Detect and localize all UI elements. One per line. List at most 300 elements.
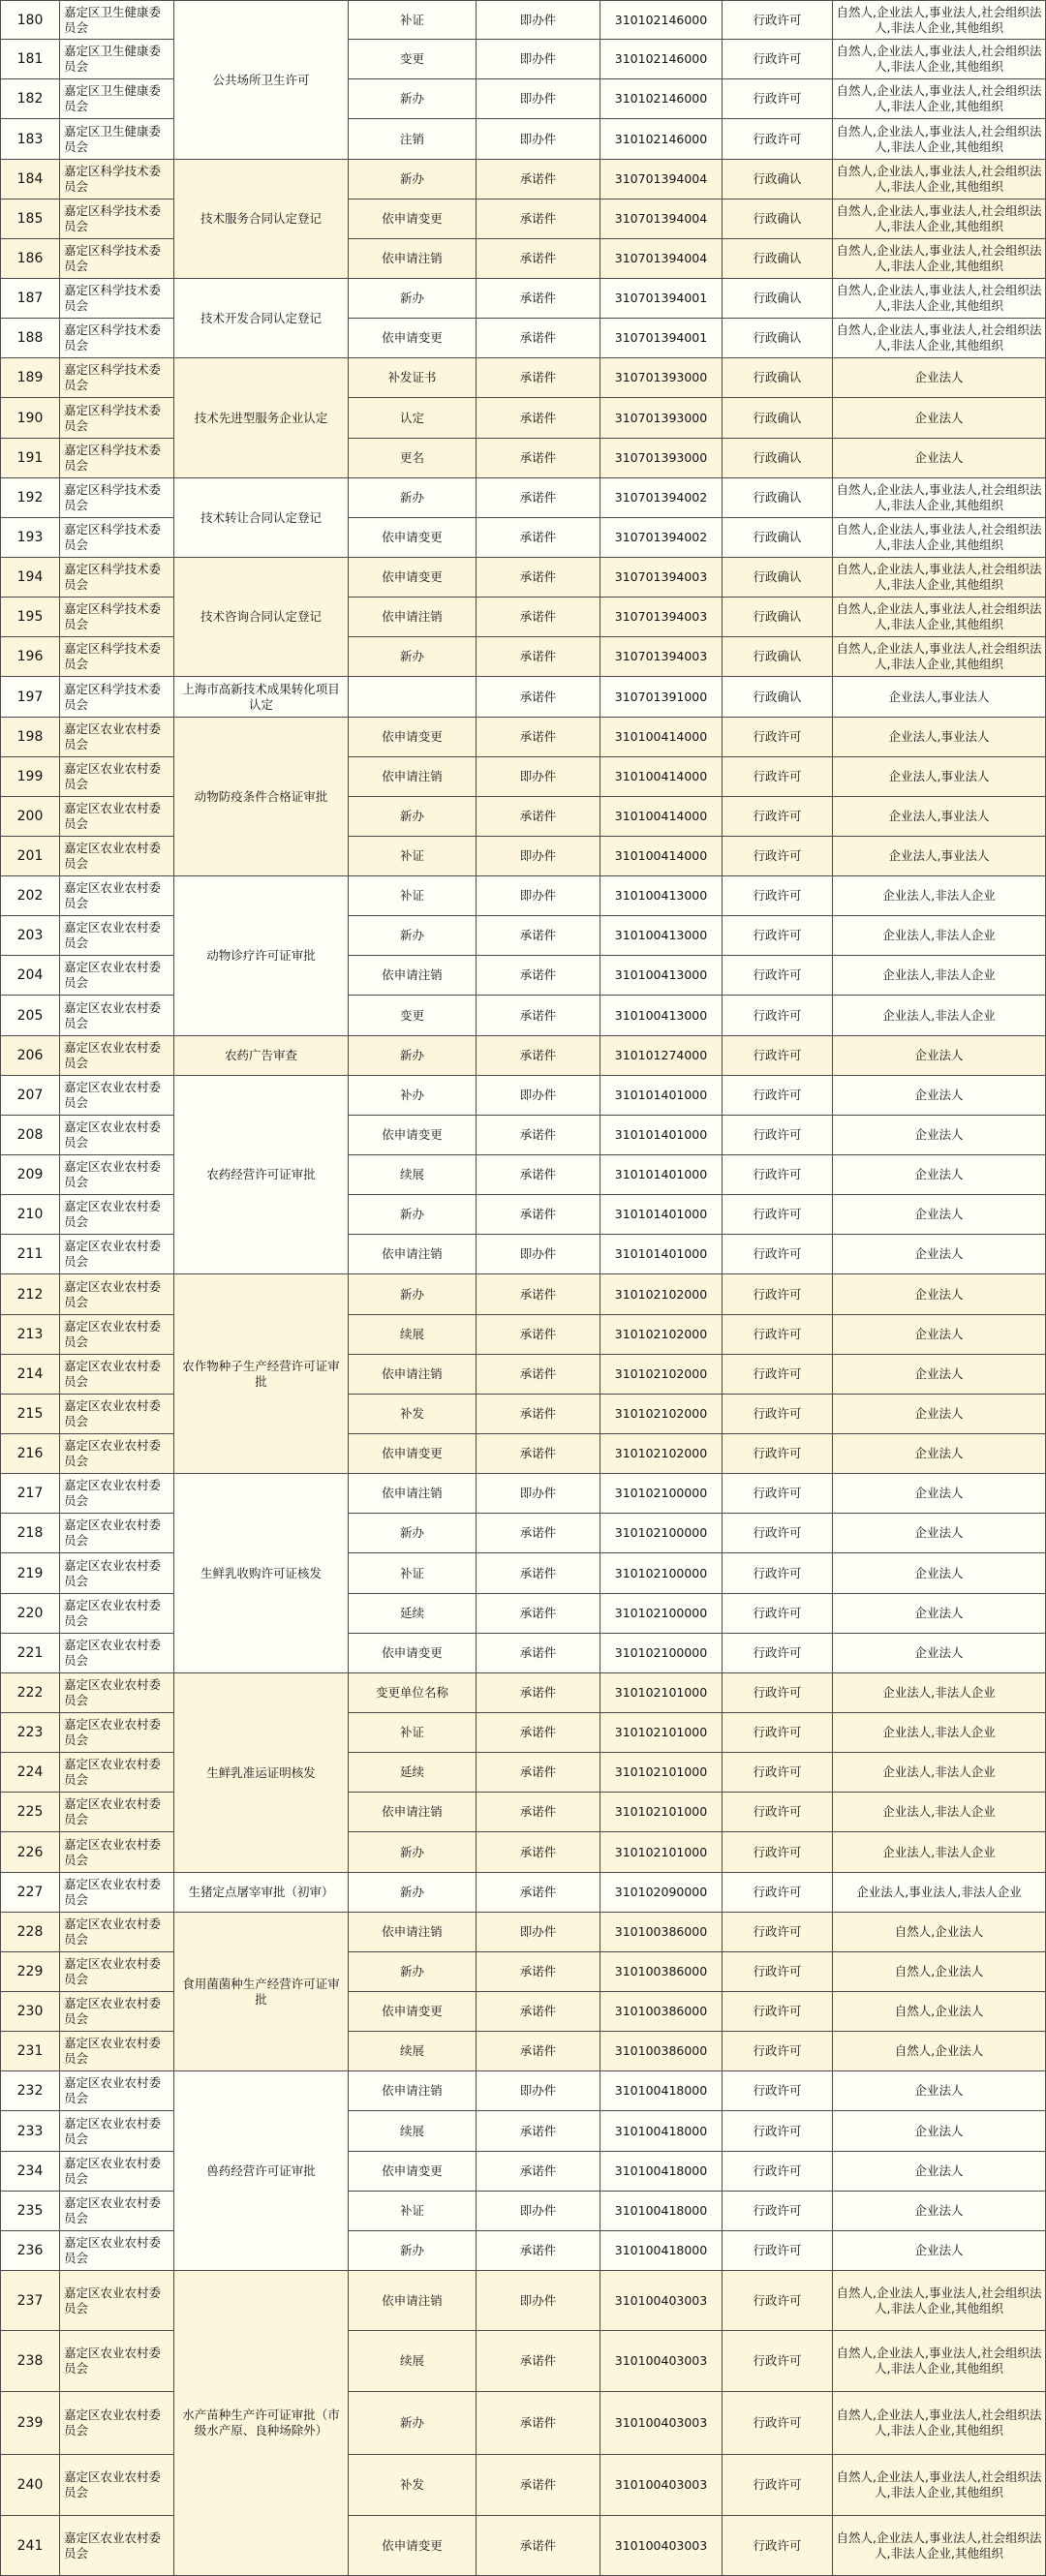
item-category-cell: 行政许可 <box>723 1634 833 1673</box>
applicant-type-cell: 自然人,企业法人 <box>833 1952 1046 1992</box>
handling-type-cell: 依申请注销 <box>349 757 477 797</box>
item-code-cell: 310101401000 <box>600 1195 723 1235</box>
item-code-cell: 310701394002 <box>600 478 723 518</box>
department-cell: 嘉定区农业农村委员会 <box>60 1753 174 1793</box>
applicant-type-cell: 企业法人,事业法人 <box>833 757 1046 797</box>
applicant-type-cell: 企业法人 <box>833 1155 1046 1195</box>
handling-type-cell: 更名 <box>349 439 477 478</box>
department-cell: 嘉定区科学技术委员会 <box>60 279 174 319</box>
handling-type-cell: 依申请注销 <box>349 956 477 996</box>
row-number: 210 <box>0 1195 60 1235</box>
applicant-type-cell: 企业法人,事业法人 <box>833 837 1046 876</box>
item-code-cell: 310102146000 <box>600 40 723 79</box>
applicant-type-cell: 企业法人 <box>833 2071 1046 2111</box>
handling-type-cell: 变更单位名称 <box>349 1673 477 1713</box>
item-code-cell: 310102101000 <box>600 1793 723 1832</box>
promise-type-cell: 即办件 <box>477 757 600 797</box>
promise-type-cell: 承诺件 <box>477 1315 600 1355</box>
row-number: 219 <box>0 1553 60 1594</box>
applicant-type-cell: 企业法人,事业法人 <box>833 677 1046 718</box>
row-number: 186 <box>0 239 60 279</box>
item-category-cell: 行政许可 <box>723 1553 833 1594</box>
row-number: 198 <box>0 718 60 757</box>
department-cell: 嘉定区农业农村委员会 <box>60 1992 174 2032</box>
promise-type-cell: 承诺件 <box>477 1873 600 1913</box>
department-cell: 嘉定区农业农村委员会 <box>60 837 174 876</box>
applicant-type-cell: 自然人,企业法人,事业法人,社会组织法人,非法人企业,其他组织 <box>833 598 1046 637</box>
promise-type-cell: 承诺件 <box>477 2516 600 2576</box>
row-number: 221 <box>0 1634 60 1673</box>
item-code-cell: 310100386000 <box>600 2032 723 2071</box>
applicant-type-cell: 企业法人,非法人企业 <box>833 956 1046 996</box>
promise-type-cell: 承诺件 <box>477 718 600 757</box>
department-cell: 嘉定区农业农村委员会 <box>60 1434 174 1474</box>
promise-type-cell: 承诺件 <box>477 1195 600 1235</box>
handling-type-cell: 补证 <box>349 0 477 40</box>
promise-type-cell: 即办件 <box>477 119 600 160</box>
handling-type-cell: 依申请注销 <box>349 1913 477 1952</box>
applicant-type-cell: 企业法人 <box>833 358 1046 398</box>
handling-type-cell: 依申请注销 <box>349 1235 477 1274</box>
promise-type-cell: 承诺件 <box>477 279 600 319</box>
promise-type-cell: 承诺件 <box>477 1952 600 1992</box>
item-category-cell: 行政许可 <box>723 2231 833 2271</box>
item-code-cell: 310100413000 <box>600 916 723 956</box>
row-number: 193 <box>0 518 60 558</box>
item-code-cell: 310102100000 <box>600 1514 723 1553</box>
promise-type-cell: 承诺件 <box>477 956 600 996</box>
handling-type-cell: 依申请变更 <box>349 2516 477 2576</box>
handling-type-cell: 依申请变更 <box>349 319 477 358</box>
item-code-cell: 310100414000 <box>600 797 723 837</box>
item-code-cell: 310100414000 <box>600 757 723 797</box>
promise-type-cell: 承诺件 <box>477 398 600 439</box>
handling-type-cell: 依申请注销 <box>349 2271 477 2331</box>
applicant-type-cell: 企业法人,事业法人 <box>833 797 1046 837</box>
promise-type-cell: 承诺件 <box>477 598 600 637</box>
handling-type-cell: 依申请注销 <box>349 239 477 279</box>
item-code-cell: 310102101000 <box>600 1713 723 1753</box>
item-code-cell: 310100418000 <box>600 2231 723 2271</box>
promise-type-cell: 承诺件 <box>477 1832 600 1873</box>
item-code-cell: 310100414000 <box>600 718 723 757</box>
department-cell: 嘉定区农业农村委员会 <box>60 2331 174 2392</box>
item-code-cell: 310100418000 <box>600 2152 723 2192</box>
item-category-cell: 行政确认 <box>723 199 833 239</box>
item-category-cell: 行政许可 <box>723 2392 833 2455</box>
item-code-cell: 310100403003 <box>600 2516 723 2576</box>
row-number: 199 <box>0 757 60 797</box>
row-number: 235 <box>0 2192 60 2231</box>
row-number: 183 <box>0 119 60 160</box>
row-number: 239 <box>0 2392 60 2455</box>
applicant-type-cell: 自然人,企业法人,事业法人,社会组织法人,非法人企业,其他组织 <box>833 478 1046 518</box>
handling-type-cell: 续展 <box>349 1155 477 1195</box>
item-name-group: 食用菌菌种生产经营许可证审批 <box>174 1913 349 2071</box>
row-number: 185 <box>0 199 60 239</box>
handling-type-cell: 依申请变更 <box>349 558 477 598</box>
item-category-cell: 行政许可 <box>723 1514 833 1553</box>
department-cell: 嘉定区农业农村委员会 <box>60 1474 174 1514</box>
item-category-cell: 行政许可 <box>723 1315 833 1355</box>
handling-type-cell: 新办 <box>349 637 477 677</box>
item-name-group: 技术咨询合同认定登记 <box>174 558 349 677</box>
item-category-cell: 行政许可 <box>723 1076 833 1116</box>
item-code-cell: 310102100000 <box>600 1474 723 1514</box>
item-category-cell: 行政许可 <box>723 1753 833 1793</box>
department-cell: 嘉定区农业农村委员会 <box>60 1355 174 1395</box>
item-code-cell: 310102100000 <box>600 1594 723 1634</box>
department-cell: 嘉定区农业农村委员会 <box>60 2111 174 2152</box>
item-category-cell: 行政许可 <box>723 1395 833 1434</box>
handling-type-cell: 依申请注销 <box>349 598 477 637</box>
promise-type-cell: 承诺件 <box>477 1116 600 1155</box>
handling-type-cell: 补证 <box>349 837 477 876</box>
item-code-cell: 310102102000 <box>600 1434 723 1474</box>
applicant-type-cell: 自然人,企业法人,事业法人,社会组织法人,非法人企业,其他组织 <box>833 2516 1046 2576</box>
item-name-group: 农作物种子生产经营许可证审批 <box>174 1274 349 1474</box>
department-cell: 嘉定区农业农村委员会 <box>60 1832 174 1873</box>
row-number: 214 <box>0 1355 60 1395</box>
item-category-cell: 行政许可 <box>723 40 833 79</box>
promise-type-cell: 承诺件 <box>477 439 600 478</box>
department-cell: 嘉定区科学技术委员会 <box>60 518 174 558</box>
applicant-type-cell: 自然人,企业法人,事业法人,社会组织法人,非法人企业,其他组织 <box>833 0 1046 40</box>
applicant-type-cell: 自然人,企业法人,事业法人,社会组织法人,非法人企业,其他组织 <box>833 637 1046 677</box>
applicant-type-cell: 自然人,企业法人,事业法人,社会组织法人,非法人企业,其他组织 <box>833 199 1046 239</box>
row-number: 234 <box>0 2152 60 2192</box>
handling-type-cell: 续展 <box>349 1315 477 1355</box>
row-number: 209 <box>0 1155 60 1195</box>
item-code-cell: 310101401000 <box>600 1155 723 1195</box>
handling-type-cell: 注销 <box>349 119 477 160</box>
promise-type-cell: 承诺件 <box>477 2032 600 2071</box>
row-number: 238 <box>0 2331 60 2392</box>
applicant-type-cell: 自然人,企业法人,事业法人,社会组织法人,非法人企业,其他组织 <box>833 2331 1046 2392</box>
item-category-cell: 行政许可 <box>723 797 833 837</box>
applicant-type-cell: 企业法人 <box>833 1594 1046 1634</box>
applicant-type-cell: 自然人,企业法人 <box>833 1913 1046 1952</box>
row-number: 203 <box>0 916 60 956</box>
handling-type-cell: 补办 <box>349 1076 477 1116</box>
applicant-type-cell: 企业法人 <box>833 1195 1046 1235</box>
promise-type-cell: 承诺件 <box>477 1514 600 1553</box>
row-number: 212 <box>0 1274 60 1315</box>
department-cell: 嘉定区农业农村委员会 <box>60 1315 174 1355</box>
row-number: 204 <box>0 956 60 996</box>
promise-type-cell: 承诺件 <box>477 239 600 279</box>
row-number: 224 <box>0 1753 60 1793</box>
applicant-type-cell: 企业法人,事业法人 <box>833 718 1046 757</box>
item-category-cell: 行政许可 <box>723 1274 833 1315</box>
item-category-cell: 行政许可 <box>723 1673 833 1713</box>
handling-type-cell: 延续 <box>349 1753 477 1793</box>
handling-type-cell: 补发证书 <box>349 358 477 398</box>
row-number: 196 <box>0 637 60 677</box>
promise-type-cell: 承诺件 <box>477 1713 600 1753</box>
item-category-cell: 行政许可 <box>723 876 833 916</box>
item-category-cell: 行政许可 <box>723 1036 833 1076</box>
handling-type-cell: 新办 <box>349 1832 477 1873</box>
handling-type-cell: 新办 <box>349 79 477 119</box>
item-name-group: 技术先进型服务企业认定 <box>174 358 349 478</box>
row-number: 215 <box>0 1395 60 1434</box>
department-cell: 嘉定区科学技术委员会 <box>60 478 174 518</box>
item-code-cell: 310102102000 <box>600 1355 723 1395</box>
item-code-cell: 310102146000 <box>600 119 723 160</box>
department-cell: 嘉定区卫生健康委员会 <box>60 40 174 79</box>
applicant-type-cell: 企业法人,非法人企业 <box>833 916 1046 956</box>
item-name-group: 技术服务合同认定登记 <box>174 160 349 279</box>
department-cell: 嘉定区农业农村委员会 <box>60 996 174 1036</box>
item-category-cell: 行政确认 <box>723 558 833 598</box>
item-category-cell: 行政许可 <box>723 2516 833 2576</box>
department-cell: 嘉定区农业农村委员会 <box>60 2231 174 2271</box>
department-cell: 嘉定区农业农村委员会 <box>60 1713 174 1753</box>
promise-type-cell: 即办件 <box>477 1474 600 1514</box>
item-code-cell: 310102102000 <box>600 1274 723 1315</box>
applicant-type-cell: 自然人,企业法人,事业法人,社会组织法人,非法人企业,其他组织 <box>833 119 1046 160</box>
row-number: 180 <box>0 0 60 40</box>
row-number: 192 <box>0 478 60 518</box>
item-category-cell: 行政确认 <box>723 239 833 279</box>
item-category-cell: 行政确认 <box>723 279 833 319</box>
department-cell: 嘉定区农业农村委员会 <box>60 2192 174 2231</box>
applicant-type-cell: 企业法人 <box>833 1315 1046 1355</box>
item-code-cell: 310101274000 <box>600 1036 723 1076</box>
item-code-cell: 310102102000 <box>600 1395 723 1434</box>
promise-type-cell: 承诺件 <box>477 2152 600 2192</box>
applicant-type-cell: 企业法人,非法人企业 <box>833 1753 1046 1793</box>
department-cell: 嘉定区科学技术委员会 <box>60 319 174 358</box>
department-cell: 嘉定区农业农村委员会 <box>60 718 174 757</box>
applicant-type-cell: 自然人,企业法人,事业法人,社会组织法人,非法人企业,其他组织 <box>833 319 1046 358</box>
row-number: 181 <box>0 40 60 79</box>
department-cell: 嘉定区农业农村委员会 <box>60 2455 174 2516</box>
item-category-cell: 行政确认 <box>723 478 833 518</box>
applicant-type-cell: 企业法人,非法人企业 <box>833 1793 1046 1832</box>
department-cell: 嘉定区农业农村委员会 <box>60 1235 174 1274</box>
row-number: 237 <box>0 2271 60 2331</box>
promise-type-cell: 即办件 <box>477 1235 600 1274</box>
handling-type-cell: 依申请注销 <box>349 1474 477 1514</box>
handling-type-cell: 续展 <box>349 2032 477 2071</box>
item-category-cell: 行政许可 <box>723 1594 833 1634</box>
item-code-cell: 310102100000 <box>600 1634 723 1673</box>
department-cell: 嘉定区农业农村委员会 <box>60 2032 174 2071</box>
department-cell: 嘉定区科学技术委员会 <box>60 239 174 279</box>
department-cell: 嘉定区农业农村委员会 <box>60 1274 174 1315</box>
applicant-type-cell: 企业法人 <box>833 1474 1046 1514</box>
item-category-cell: 行政许可 <box>723 1793 833 1832</box>
applicant-type-cell: 企业法人,非法人企业 <box>833 1713 1046 1753</box>
promise-type-cell: 承诺件 <box>477 2392 600 2455</box>
handling-type-cell: 依申请变更 <box>349 718 477 757</box>
row-number: 230 <box>0 1992 60 2032</box>
item-code-cell: 310100414000 <box>600 837 723 876</box>
item-code-cell: 310100413000 <box>600 956 723 996</box>
item-code-cell: 310100386000 <box>600 1992 723 2032</box>
item-code-cell: 310102101000 <box>600 1673 723 1713</box>
row-number: 208 <box>0 1116 60 1155</box>
item-category-cell: 行政许可 <box>723 1235 833 1274</box>
department-cell: 嘉定区农业农村委员会 <box>60 1195 174 1235</box>
promise-type-cell: 承诺件 <box>477 677 600 718</box>
item-code-cell: 310100386000 <box>600 1952 723 1992</box>
item-category-cell: 行政确认 <box>723 160 833 199</box>
row-number: 225 <box>0 1793 60 1832</box>
department-cell: 嘉定区农业农村委员会 <box>60 1553 174 1594</box>
item-name-group: 技术开发合同认定登记 <box>174 279 349 358</box>
item-category-cell: 行政许可 <box>723 1116 833 1155</box>
department-cell: 嘉定区科学技术委员会 <box>60 558 174 598</box>
item-code-cell: 310701394004 <box>600 239 723 279</box>
item-code-cell: 310102146000 <box>600 79 723 119</box>
item-category-cell: 行政许可 <box>723 1195 833 1235</box>
item-category-cell: 行政确认 <box>723 637 833 677</box>
department-cell: 嘉定区科学技术委员会 <box>60 677 174 718</box>
promise-type-cell: 承诺件 <box>477 2331 600 2392</box>
promise-type-cell: 即办件 <box>477 2271 600 2331</box>
applicant-type-cell: 企业法人 <box>833 1274 1046 1315</box>
promise-type-cell: 即办件 <box>477 837 600 876</box>
item-code-cell: 310701394004 <box>600 160 723 199</box>
applicant-type-cell: 企业法人 <box>833 439 1046 478</box>
promise-type-cell: 即办件 <box>477 2192 600 2231</box>
handling-type-cell: 续展 <box>349 2331 477 2392</box>
item-category-cell: 行政确认 <box>723 677 833 718</box>
promise-type-cell: 承诺件 <box>477 637 600 677</box>
department-cell: 嘉定区科学技术委员会 <box>60 637 174 677</box>
row-number: 218 <box>0 1514 60 1553</box>
department-cell: 嘉定区农业农村委员会 <box>60 1116 174 1155</box>
row-number: 194 <box>0 558 60 598</box>
handling-type-cell: 依申请注销 <box>349 2071 477 2111</box>
item-category-cell: 行政许可 <box>723 1873 833 1913</box>
promise-type-cell: 即办件 <box>477 1076 600 1116</box>
promise-type-cell: 承诺件 <box>477 1155 600 1195</box>
item-category-cell: 行政许可 <box>723 1474 833 1514</box>
department-cell: 嘉定区农业农村委员会 <box>60 2152 174 2192</box>
promise-type-cell: 承诺件 <box>477 558 600 598</box>
promise-type-cell: 承诺件 <box>477 1594 600 1634</box>
handling-type-cell: 新办 <box>349 2392 477 2455</box>
department-cell: 嘉定区卫生健康委员会 <box>60 0 174 40</box>
promise-type-cell: 承诺件 <box>477 2231 600 2271</box>
applicant-type-cell: 自然人,企业法人 <box>833 1992 1046 2032</box>
department-cell: 嘉定区农业农村委员会 <box>60 1673 174 1713</box>
handling-type-cell: 依申请变更 <box>349 1634 477 1673</box>
item-category-cell: 行政许可 <box>723 996 833 1036</box>
item-code-cell: 310100403003 <box>600 2455 723 2516</box>
handling-type-cell: 新办 <box>349 1274 477 1315</box>
applicant-type-cell: 企业法人 <box>833 1235 1046 1274</box>
item-code-cell: 310100386000 <box>600 1913 723 1952</box>
handling-type-cell: 变更 <box>349 40 477 79</box>
row-number: 226 <box>0 1832 60 1873</box>
department-cell: 嘉定区农业农村委员会 <box>60 1395 174 1434</box>
promise-type-cell: 承诺件 <box>477 1673 600 1713</box>
applicant-type-cell: 企业法人 <box>833 1355 1046 1395</box>
promise-type-cell: 即办件 <box>477 0 600 40</box>
item-name-group: 生鲜乳收购许可证核发 <box>174 1474 349 1673</box>
item-category-cell: 行政确认 <box>723 319 833 358</box>
item-code-cell: 310701394001 <box>600 319 723 358</box>
promise-type-cell: 承诺件 <box>477 199 600 239</box>
handling-type-cell: 依申请注销 <box>349 1793 477 1832</box>
department-cell: 嘉定区农业农村委员会 <box>60 2392 174 2455</box>
handling-type-cell: 补证 <box>349 1553 477 1594</box>
item-category-cell: 行政许可 <box>723 2032 833 2071</box>
handling-type-cell: 补发 <box>349 1395 477 1434</box>
item-name-group: 水产苗种生产许可证审批（市级水产原、良种场除外） <box>174 2271 349 2576</box>
item-code-cell: 310701394004 <box>600 199 723 239</box>
department-cell: 嘉定区农业农村委员会 <box>60 2071 174 2111</box>
handling-type-cell: 补发 <box>349 2455 477 2516</box>
promise-type-cell: 承诺件 <box>477 797 600 837</box>
handling-type-cell: 依申请变更 <box>349 1992 477 2032</box>
department-cell: 嘉定区农业农村委员会 <box>60 1952 174 1992</box>
item-code-cell: 310102101000 <box>600 1753 723 1793</box>
item-category-cell: 行政许可 <box>723 757 833 797</box>
promise-type-cell: 承诺件 <box>477 1395 600 1434</box>
item-category-cell: 行政许可 <box>723 2192 833 2231</box>
handling-type-cell: 新办 <box>349 797 477 837</box>
promise-type-cell: 承诺件 <box>477 478 600 518</box>
promise-type-cell: 承诺件 <box>477 160 600 199</box>
item-category-cell: 行政许可 <box>723 1952 833 1992</box>
handling-type-cell: 新办 <box>349 160 477 199</box>
row-number: 229 <box>0 1952 60 1992</box>
promise-type-cell: 承诺件 <box>477 358 600 398</box>
department-cell: 嘉定区科学技术委员会 <box>60 160 174 199</box>
item-code-cell: 310100418000 <box>600 2071 723 2111</box>
applicant-type-cell: 企业法人 <box>833 1634 1046 1673</box>
handling-type-cell: 新办 <box>349 2231 477 2271</box>
handling-type-cell: 新办 <box>349 1195 477 1235</box>
item-code-cell: 310701394003 <box>600 598 723 637</box>
applicant-type-cell: 企业法人 <box>833 1514 1046 1553</box>
handling-type-cell: 续展 <box>349 2111 477 2152</box>
row-number: 216 <box>0 1434 60 1474</box>
applicant-type-cell: 企业法人 <box>833 398 1046 439</box>
item-code-cell: 310100403003 <box>600 2331 723 2392</box>
item-code-cell: 310102100000 <box>600 1553 723 1594</box>
promise-type-cell: 承诺件 <box>477 1992 600 2032</box>
item-name-group: 生鲜乳准运证明核发 <box>174 1673 349 1873</box>
handling-type-cell: 变更 <box>349 996 477 1036</box>
department-cell: 嘉定区农业农村委员会 <box>60 1793 174 1832</box>
handling-type-cell: 补证 <box>349 1713 477 1753</box>
item-category-cell: 行政许可 <box>723 718 833 757</box>
row-number: 197 <box>0 677 60 718</box>
department-cell: 嘉定区农业农村委员会 <box>60 876 174 916</box>
row-number: 233 <box>0 2111 60 2152</box>
item-category-cell: 行政许可 <box>723 2271 833 2331</box>
applicant-type-cell: 企业法人,非法人企业 <box>833 876 1046 916</box>
promise-type-cell: 承诺件 <box>477 1753 600 1793</box>
item-code-cell: 310701393000 <box>600 439 723 478</box>
department-cell: 嘉定区科学技术委员会 <box>60 199 174 239</box>
department-cell: 嘉定区农业农村委员会 <box>60 1076 174 1116</box>
applicant-type-cell: 自然人,企业法人,事业法人,社会组织法人,非法人企业,其他组织 <box>833 160 1046 199</box>
item-name-group: 农药经营许可证审批 <box>174 1076 349 1274</box>
item-code-cell: 310701393000 <box>600 398 723 439</box>
promise-type-cell: 承诺件 <box>477 1793 600 1832</box>
row-number: 182 <box>0 79 60 119</box>
handling-type-cell: 依申请变更 <box>349 518 477 558</box>
item-code-cell: 310701394002 <box>600 518 723 558</box>
